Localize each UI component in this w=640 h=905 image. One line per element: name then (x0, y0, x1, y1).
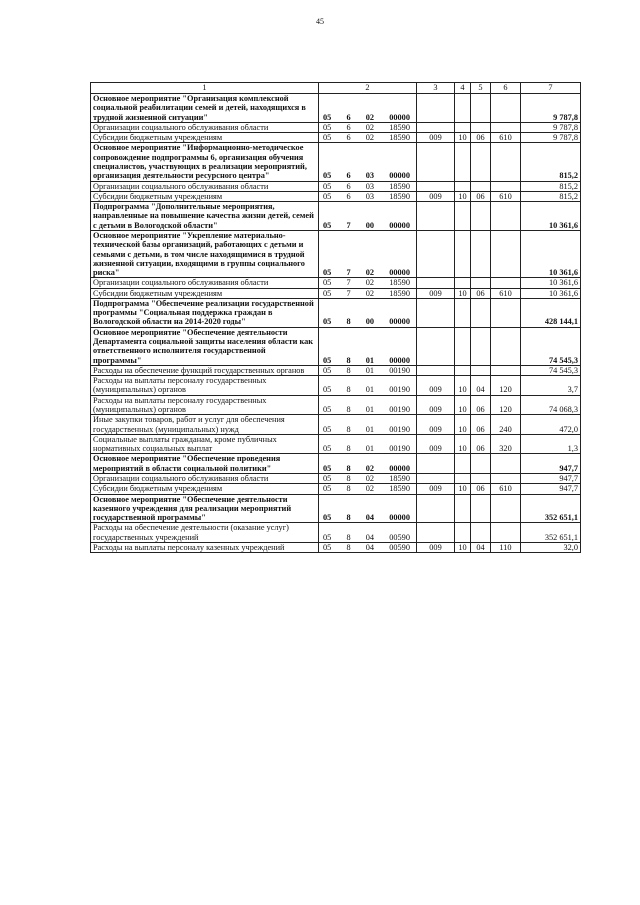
row-expense-type (491, 94, 521, 123)
row-subsection-code: 04 (471, 542, 491, 552)
code-part-d: 00000 (389, 317, 410, 327)
row-amount: 3,7 (521, 376, 581, 396)
row-name: Подпрограмма "Обеспечение реализации государственной программы "Социальная поддержка граждан в Вологодской области на 2014-2020 годы" (91, 298, 319, 327)
row-expense-type (491, 202, 521, 231)
code-part-d: 00000 (389, 355, 410, 365)
row-ministry-code: 009 (417, 434, 455, 454)
row-section-code (455, 473, 471, 483)
row-name: Субсидии бюджетным учреждениям (91, 191, 319, 201)
row-subsection-code: 06 (471, 395, 491, 415)
table-row (91, 473, 581, 483)
row-ministry-code: 009 (417, 415, 455, 435)
row-amount: 9 787,8 (521, 94, 581, 123)
row-expense-type: 240 (491, 415, 521, 435)
row-amount: 9 787,8 (521, 122, 581, 132)
row-section-code: 10 (455, 133, 471, 143)
code-part-b: 8 (346, 444, 351, 454)
code-part-c: 03 (365, 181, 375, 191)
code-part-a: 05 (323, 484, 332, 494)
table-row (91, 494, 581, 523)
row-section-code (455, 298, 471, 327)
row-target-code (319, 473, 417, 483)
row-section-code (455, 494, 471, 523)
row-amount: 947,7 (521, 473, 581, 483)
code-part-a: 05 (323, 542, 332, 552)
row-name: Расходы на обеспечение деятельности (оказание услуг) государственных учреждений (91, 523, 319, 543)
code-part-d: 00590 (389, 542, 410, 552)
row-name: Основное мероприятие "Укрепление материально-технической базы организаций, работающих с детьми и семьями с детьми, в том числе находящимися в трудной жизненной ситуации, входящими в группы социального риска" (91, 230, 319, 277)
row-expense-type: 110 (491, 542, 521, 552)
row-subsection-code (471, 327, 491, 365)
code-part-c: 01 (365, 405, 375, 414)
row-target-code (319, 230, 417, 277)
code-part-a: 05 (323, 532, 332, 542)
code-part-b: 7 (346, 220, 351, 230)
code-part-d: 00190 (389, 424, 410, 434)
row-expense-type (491, 122, 521, 132)
code-part-b: 7 (346, 268, 351, 278)
table-row (91, 523, 581, 543)
code-part-a: 05 (323, 133, 332, 143)
row-subsection-code (471, 122, 491, 132)
code-part-c: 02 (365, 463, 375, 473)
table-row (91, 395, 581, 415)
row-expense-type: 610 (491, 288, 521, 298)
row-expense-type (491, 230, 521, 277)
code-part-b: 8 (346, 473, 351, 483)
row-amount: 74 545,3 (521, 365, 581, 375)
code-part-d: 00000 (389, 171, 410, 181)
row-subsection-code (471, 494, 491, 523)
code-part-c: 02 (365, 133, 375, 143)
row-ministry-code: 009 (417, 484, 455, 494)
row-subsection-code (471, 365, 491, 375)
row-section-code (455, 230, 471, 277)
row-expense-type (491, 143, 521, 181)
row-amount: 947,7 (521, 454, 581, 474)
row-subsection-code: 06 (471, 133, 491, 143)
page-number: 45 (316, 17, 324, 26)
code-part-d: 00000 (389, 268, 410, 278)
row-expense-type (491, 494, 521, 523)
code-part-d: 00590 (389, 532, 410, 542)
row-ministry-code: 009 (417, 133, 455, 143)
code-part-a: 05 (323, 385, 332, 395)
table-row (91, 191, 581, 201)
row-ministry-code (417, 454, 455, 474)
code-part-c: 02 (365, 288, 375, 298)
table-row (91, 230, 581, 277)
table-row (91, 181, 581, 191)
table-row (91, 542, 581, 552)
code-part-c: 04 (365, 532, 375, 542)
code-part-a: 05 (323, 405, 332, 414)
row-expense-type: 610 (491, 191, 521, 201)
header-col-4: 4 (455, 83, 471, 94)
code-part-d: 00000 (389, 220, 410, 230)
row-amount: 1,3 (521, 434, 581, 454)
code-part-a: 05 (323, 268, 332, 278)
row-target-code (319, 454, 417, 474)
code-part-a: 05 (323, 424, 332, 434)
row-target-code (319, 542, 417, 552)
table-row (91, 133, 581, 143)
row-section-code (455, 523, 471, 543)
row-subsection-code (471, 278, 491, 288)
code-part-d: 18590 (389, 484, 410, 494)
code-part-b: 8 (346, 385, 351, 395)
code-part-a: 05 (323, 288, 332, 298)
header-col-2: 2 (319, 83, 417, 94)
row-target-code (319, 181, 417, 191)
row-section-code: 10 (455, 395, 471, 415)
row-name: Подпрограмма "Дополнительные мероприятия, направленные на повышение качества жизни детей, семей с детьми в Вологодской области" (91, 202, 319, 231)
row-subsection-code (471, 94, 491, 123)
row-name: Иные закупки товаров, работ и услуг для обеспечения государственных (муниципальных) нужд (91, 415, 319, 435)
code-part-c: 01 (365, 355, 375, 365)
code-part-b: 8 (346, 405, 351, 414)
row-ministry-code (417, 181, 455, 191)
code-part-d: 00190 (389, 365, 410, 375)
code-part-a: 05 (323, 444, 332, 454)
row-ministry-code (417, 143, 455, 181)
row-amount: 10 361,6 (521, 278, 581, 288)
row-section-code: 10 (455, 191, 471, 201)
row-ministry-code (417, 473, 455, 483)
row-name: Основное мероприятие "Обеспечение проведения мероприятий в области социальной политики" (91, 454, 319, 474)
row-expense-type: 320 (491, 434, 521, 454)
row-subsection-code: 04 (471, 376, 491, 396)
code-part-d: 18590 (389, 181, 410, 191)
row-subsection-code (471, 473, 491, 483)
row-subsection-code: 06 (471, 191, 491, 201)
code-part-d: 18590 (389, 288, 410, 298)
row-amount: 10 361,6 (521, 288, 581, 298)
row-target-code (319, 278, 417, 288)
code-part-b: 6 (346, 191, 351, 201)
row-ministry-code (417, 523, 455, 543)
row-target-code (319, 434, 417, 454)
row-name: Расходы на выплаты персоналу государственных (муниципальных) органов (91, 376, 319, 396)
row-ministry-code (417, 122, 455, 132)
row-section-code (455, 122, 471, 132)
code-part-b: 6 (346, 122, 351, 132)
code-part-d: 18590 (389, 191, 410, 201)
table-row (91, 376, 581, 396)
table-row (91, 365, 581, 375)
row-amount: 74 545,3 (521, 327, 581, 365)
code-part-c: 04 (365, 513, 375, 523)
row-expense-type (491, 278, 521, 288)
header-col-6: 6 (491, 83, 521, 94)
row-name: Организации социального обслуживания области (91, 122, 319, 132)
row-target-code (319, 133, 417, 143)
row-expense-type (491, 523, 521, 543)
code-part-a: 05 (323, 278, 332, 288)
code-part-c: 01 (365, 365, 375, 375)
row-target-code (319, 494, 417, 523)
code-part-b: 8 (346, 484, 351, 494)
row-subsection-code: 06 (471, 288, 491, 298)
code-part-b: 6 (346, 181, 351, 191)
table-row (91, 434, 581, 454)
row-ministry-code (417, 230, 455, 277)
code-part-d: 18590 (389, 133, 410, 143)
row-target-code (319, 327, 417, 365)
code-part-c: 02 (365, 473, 375, 483)
table-row (91, 278, 581, 288)
row-section-code: 10 (455, 415, 471, 435)
row-amount: 947,7 (521, 484, 581, 494)
row-expense-type: 610 (491, 133, 521, 143)
row-ministry-code (417, 94, 455, 123)
header-col-5: 5 (471, 83, 491, 94)
row-amount: 815,2 (521, 191, 581, 201)
row-expense-type (491, 473, 521, 483)
row-section-code: 10 (455, 484, 471, 494)
header-col-7: 7 (521, 83, 581, 94)
row-ministry-code (417, 365, 455, 375)
code-part-c: 01 (365, 444, 375, 454)
table-header-row (91, 83, 581, 94)
row-expense-type: 610 (491, 484, 521, 494)
row-section-code (455, 454, 471, 474)
code-part-c: 00 (365, 317, 375, 327)
code-part-d: 00000 (389, 513, 410, 523)
code-part-b: 7 (346, 278, 351, 288)
code-part-b: 8 (346, 317, 351, 327)
row-section-code: 10 (455, 542, 471, 552)
row-section-code (455, 94, 471, 123)
row-name: Организации социального обслуживания области (91, 473, 319, 483)
code-part-a: 05 (323, 112, 332, 122)
table-row (91, 327, 581, 365)
code-part-a: 05 (323, 355, 332, 365)
row-subsection-code (471, 230, 491, 277)
code-part-b: 6 (346, 112, 351, 122)
row-ministry-code: 009 (417, 288, 455, 298)
code-part-c: 02 (365, 112, 375, 122)
row-target-code (319, 415, 417, 435)
code-part-c: 03 (365, 191, 375, 201)
row-name: Расходы на обеспечение функций государственных органов (91, 365, 319, 375)
row-amount: 352 651,1 (521, 523, 581, 543)
table-row (91, 94, 581, 123)
row-subsection-code (471, 298, 491, 327)
row-name: Основное мероприятие "Информационно-методическое сопровождение подпрограммы 6, организация обучения специалистов, участвующих в реализации мероприятий, организация деятельности ресурсного центра" (91, 143, 319, 181)
row-amount: 352 651,1 (521, 494, 581, 523)
row-section-code: 10 (455, 376, 471, 396)
table-row (91, 122, 581, 132)
code-part-a: 05 (323, 365, 332, 375)
row-ministry-code (417, 327, 455, 365)
row-name: Социальные выплаты гражданам, кроме публичных нормативных социальных выплат (91, 434, 319, 454)
code-part-a: 05 (323, 122, 332, 132)
row-ministry-code: 009 (417, 395, 455, 415)
row-target-code (319, 122, 417, 132)
row-target-code (319, 484, 417, 494)
row-amount: 815,2 (521, 143, 581, 181)
code-part-c: 04 (365, 542, 375, 552)
code-part-a: 05 (323, 317, 332, 327)
row-name: Организации социального обслуживания области (91, 278, 319, 288)
code-part-d: 18590 (389, 122, 410, 132)
table-row (91, 288, 581, 298)
code-part-d: 00190 (389, 405, 410, 414)
table-row (91, 415, 581, 435)
code-part-b: 8 (346, 532, 351, 542)
row-amount: 9 787,8 (521, 133, 581, 143)
row-ministry-code (417, 278, 455, 288)
table-row (91, 202, 581, 231)
code-part-a: 05 (323, 171, 332, 181)
row-expense-type (491, 298, 521, 327)
row-target-code (319, 523, 417, 543)
code-part-a: 05 (323, 220, 332, 230)
code-part-c: 02 (365, 268, 375, 278)
row-section-code: 10 (455, 288, 471, 298)
code-part-b: 8 (346, 365, 351, 375)
row-section-code (455, 327, 471, 365)
code-part-d: 18590 (389, 278, 410, 288)
row-subsection-code (471, 181, 491, 191)
budget-table (90, 82, 581, 553)
row-expense-type: 120 (491, 395, 521, 415)
code-part-a: 05 (323, 473, 332, 483)
code-part-c: 03 (365, 171, 375, 181)
row-ministry-code (417, 298, 455, 327)
row-target-code (319, 376, 417, 396)
header-col-3: 3 (417, 83, 455, 94)
row-amount: 428 144,1 (521, 298, 581, 327)
row-amount: 32,0 (521, 542, 581, 552)
code-part-d: 00190 (389, 385, 410, 395)
code-part-c: 01 (365, 424, 375, 434)
row-amount: 472,0 (521, 415, 581, 435)
row-section-code (455, 143, 471, 181)
code-part-b: 6 (346, 171, 351, 181)
row-name: Расходы на выплаты персоналу государственных (муниципальных) органов (91, 395, 319, 415)
code-part-a: 05 (323, 181, 332, 191)
code-part-b: 8 (346, 463, 351, 473)
row-subsection-code (471, 523, 491, 543)
code-part-c: 02 (365, 484, 375, 494)
row-name: Расходы на выплаты персоналу казенных учреждений (91, 542, 319, 552)
row-name: Основное мероприятие "Обеспечение деятельности Департамента социальной защиты населения области как ответственного исполнителя государственной программы" (91, 327, 319, 365)
row-subsection-code: 06 (471, 434, 491, 454)
code-part-d: 00000 (389, 112, 410, 122)
row-ministry-code: 009 (417, 542, 455, 552)
code-part-b: 7 (346, 288, 351, 298)
row-section-code (455, 278, 471, 288)
row-subsection-code: 06 (471, 415, 491, 435)
row-section-code (455, 181, 471, 191)
code-part-c: 01 (365, 385, 375, 395)
row-target-code (319, 143, 417, 181)
code-part-b: 6 (346, 133, 351, 143)
code-part-b: 8 (346, 424, 351, 434)
row-expense-type (491, 365, 521, 375)
row-name: Субсидии бюджетным учреждениям (91, 133, 319, 143)
row-subsection-code: 06 (471, 484, 491, 494)
code-part-a: 05 (323, 463, 332, 473)
row-target-code (319, 395, 417, 415)
row-name: Организации социального обслуживания области (91, 181, 319, 191)
header-col-1: 1 (91, 83, 319, 94)
code-part-c: 02 (365, 278, 375, 288)
row-section-code (455, 365, 471, 375)
row-target-code (319, 365, 417, 375)
table-row (91, 454, 581, 474)
row-subsection-code (471, 143, 491, 181)
row-expense-type (491, 181, 521, 191)
row-name: Субсидии бюджетным учреждениям (91, 288, 319, 298)
row-target-code (319, 191, 417, 201)
row-name: Субсидии бюджетным учреждениям (91, 484, 319, 494)
row-target-code (319, 202, 417, 231)
row-target-code (319, 288, 417, 298)
table-row (91, 143, 581, 181)
row-name: Основное мероприятие "Организация комплексной социальной реабилитации семей и детей, находящихся в трудной жизненной ситуации" (91, 94, 319, 123)
row-ministry-code: 009 (417, 376, 455, 396)
row-expense-type: 120 (491, 376, 521, 396)
row-amount: 815,2 (521, 181, 581, 191)
row-target-code (319, 298, 417, 327)
row-expense-type (491, 327, 521, 365)
code-part-a: 05 (323, 191, 332, 201)
row-target-code (319, 94, 417, 123)
row-subsection-code (471, 454, 491, 474)
code-part-a: 05 (323, 513, 332, 523)
table-row (91, 484, 581, 494)
row-expense-type (491, 454, 521, 474)
row-ministry-code (417, 494, 455, 523)
code-part-c: 00 (365, 220, 375, 230)
row-name: Основное мероприятие "Обеспечение деятельности казенного учреждения для реализации мероприятий государственной программы" (91, 494, 319, 523)
row-amount: 74 068,3 (521, 395, 581, 415)
code-part-d: 18590 (389, 473, 410, 483)
table-row (91, 298, 581, 327)
code-part-d: 00000 (389, 463, 410, 473)
row-section-code: 10 (455, 434, 471, 454)
row-section-code (455, 202, 471, 231)
row-ministry-code (417, 202, 455, 231)
row-amount: 10 361,6 (521, 202, 581, 231)
row-ministry-code: 009 (417, 191, 455, 201)
row-subsection-code (471, 202, 491, 231)
code-part-b: 8 (346, 355, 351, 365)
code-part-d: 00190 (389, 444, 410, 454)
code-part-c: 02 (365, 122, 375, 132)
row-amount: 10 361,6 (521, 230, 581, 277)
code-part-b: 8 (346, 542, 351, 552)
code-part-b: 8 (346, 513, 351, 523)
